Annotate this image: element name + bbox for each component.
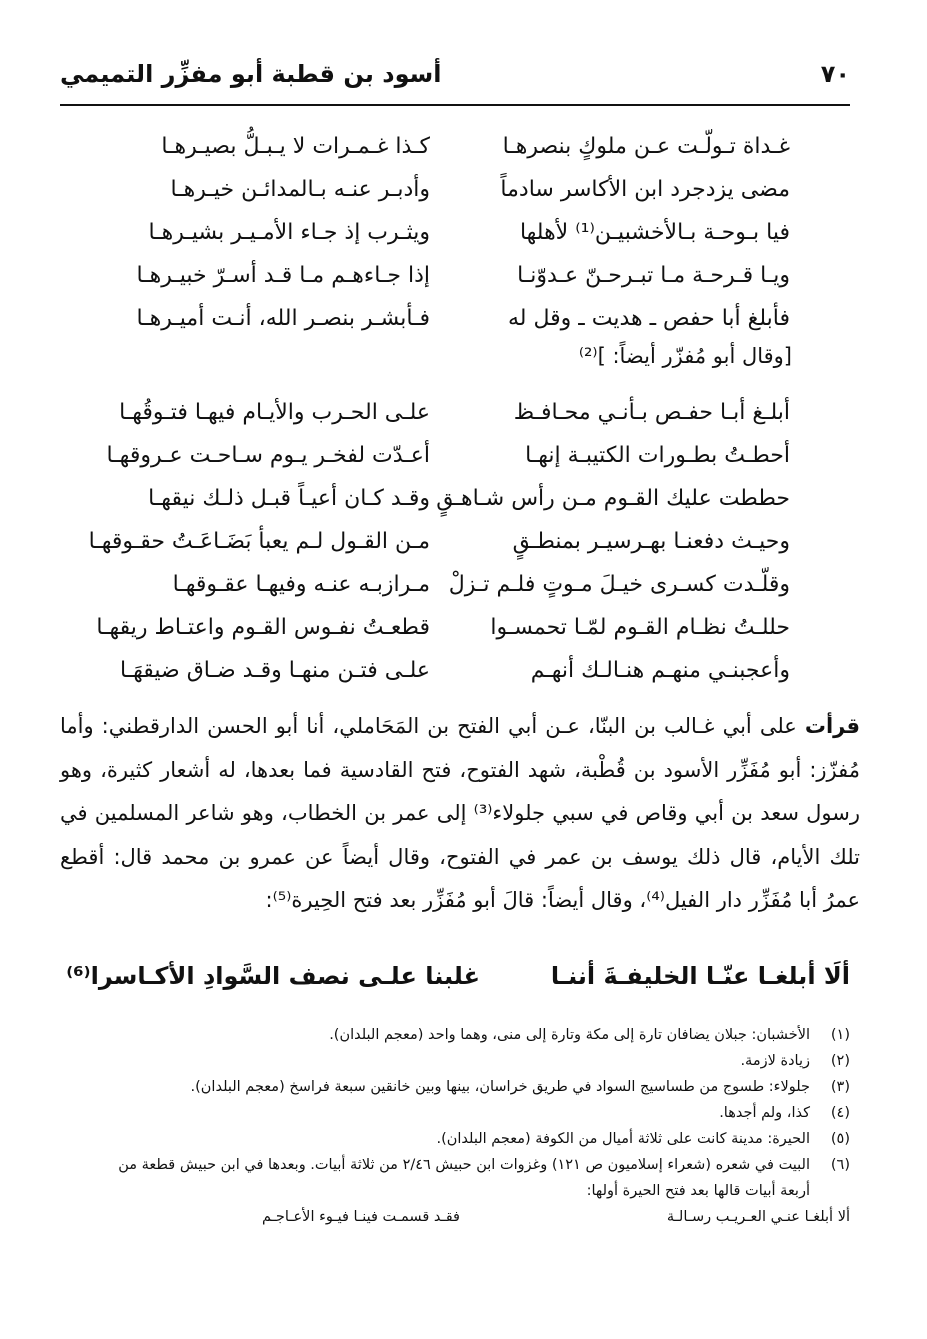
verse-first-hemistich: ألَا أبلغـا عنّـا الخليفـةَ أننـا <box>550 962 850 990</box>
footnote <box>90 1126 850 1152</box>
verse-first-hemistich: فأبلغ أبا حفص ـ هديت ـ وقل له <box>508 306 790 331</box>
verse <box>130 300 790 343</box>
footnote-text: جلولاء: طسوج من طساسيج السواد في طريق خراسان، بينها وبين خانقين سبعة فراسخ (معجم البلدان). <box>190 1079 810 1095</box>
poem-one <box>130 128 790 343</box>
poem-two <box>88 394 790 695</box>
verse-second-hemistich: فقـد قسمـت فينـا فيـوء الأعـاجـم <box>262 1209 460 1225</box>
verse-first-hemistich: غـداة تـولّـت عـن ملوكٍ بنصرهـا <box>502 134 790 159</box>
verse <box>130 480 790 523</box>
verse-second-hemistich: ويثـرب إذ جـاء الأمـيـر بشيـرهـا <box>148 220 430 245</box>
verse-first-hemistich: وقلّـدت كسـرى خيـلَ مـوتٍ فلـم تـزلْ <box>448 572 790 597</box>
verse-first-hemistich: حللـتُ نظـام القـوم لمّـا تحمسـوا <box>490 615 790 640</box>
verse <box>88 523 790 566</box>
verse-second-hemistich: إذا جـاءهـم مـا قـد أسـرّ خبيـرهـا <box>136 263 430 288</box>
verse-second-hemistich: مـرازبـه عنـه وفيهـا عقـوقهـا <box>172 572 430 597</box>
footnote-text: الحيرة: مدينة كانت على ثلاثة أميال من الكوفة (معجم البلدان). <box>436 1131 810 1147</box>
verse-second-hemistich: كـذا غـمـرات لا يـبـلُّ بصيـرهـا <box>161 134 430 159</box>
verse-first-hemistich: أحطـتُ بطـورات الكتيبـة إنهـا <box>525 443 790 468</box>
poem-intro: [وقال أبو مُفزّر أيضاً: ]⁽²⁾ <box>578 344 792 368</box>
footnote <box>90 1100 850 1126</box>
verse-first-hemistich: ويـا قـرحـة مـا تبـرحـنّ عـدوّنـا <box>517 263 790 288</box>
footnotes <box>90 1022 850 1232</box>
footnote-number: (١) <box>830 1027 850 1043</box>
footnote <box>90 1022 850 1048</box>
verse <box>130 214 790 257</box>
verse-first-hemistich: ألا أبلغـا عنـي العـريـب رسـالـة <box>666 1209 850 1225</box>
footnote-number: (٥) <box>830 1131 850 1147</box>
verse-second-hemistich: فـأبشـر بنصـر الله، أنـت أميـرهـا <box>136 306 430 331</box>
verse-second-hemistich: أعـدّت لفخـر يـوم سـاحـت عـروقهـا <box>106 443 430 468</box>
verse-first-hemistich: وأعجبنـي منهـم هنـالـك أنهـم <box>530 658 790 683</box>
footnote <box>90 1152 850 1204</box>
verse-second-hemistich: علـى الحـرب والأيـام فيهـا فتـوقُهـا <box>119 400 430 425</box>
footnote <box>90 1074 850 1100</box>
verse-second-hemistich: وأدبـر عنـه بـالمدائـن خيـرهـا <box>170 177 430 202</box>
verse-second-hemistich: وقـد كـان أعيـاً قبـل ذلـك نيقهـا <box>148 486 430 511</box>
verse-second-hemistich: غلبنا علـى نصف السَّوادِ الأكـاسرا⁽⁶⁾ <box>66 962 480 990</box>
verse <box>130 128 790 171</box>
footnote-number: (٣) <box>830 1079 850 1095</box>
verse-first-hemistich: حططت عليك القـوم مـن رأس شـاهـقٍ <box>436 486 790 511</box>
closing-verse <box>60 958 850 1002</box>
footnote-verse <box>90 1204 850 1232</box>
page-number: ٧٠ <box>820 60 850 88</box>
footnote <box>90 1048 850 1074</box>
verse-second-hemistich: مـن القـول لـم يعبأ بَضَـاعَـتُ حقـوقهـا <box>88 529 430 554</box>
verse <box>96 609 790 652</box>
verse <box>120 652 790 695</box>
verse-second-hemistich: قطعـتُ نفـوس القـوم واعتـاط ريقهـا <box>96 615 430 640</box>
prose-text: على أبي غـالب بن البنّا، عـن أبي الفتح بن المَحَاملي، أنا أبو الحسن الدارقطني: وأما مُفزّز: أبو مُفَزِّر الأسود بن قُطْبة، شهد الفتوح، فتح القادسية فما بعدها، له أشعار كثيرة، وهو رسول سعد بن أبي وقاص في سبي جلولاء⁽³⁾ إلى عمر بن الخطاب، وهو شاعر المسلمين في تلك الأيام، قال ذلك يوسف بن عمر في الفتوح، وقال أيضاً عن عمرو بن محمد قال: أقطع عمرُ أبا مُفَزِّر دار الفيل⁽⁴⁾، وقال أيضاً: قالَ أبو مُفَزِّر بعد فتح الحِيرة⁽⁵⁾: <box>60 714 860 912</box>
footnote-text: زيادة لازمة. <box>740 1053 810 1069</box>
verse <box>119 394 790 437</box>
page-header <box>60 58 850 98</box>
verse <box>106 437 790 480</box>
header-rule <box>60 104 850 106</box>
verse <box>130 171 790 214</box>
footnote-text: الأخشبان: جبلان يضافان تارة إلى مكة وتارة إلى منى، وهما واحد (معجم البلدان). <box>329 1027 810 1043</box>
footnote-number: (٦) <box>830 1157 850 1173</box>
verse <box>130 257 790 300</box>
footnote-text: كذا، ولم أجدها. <box>719 1105 810 1121</box>
footnote-number: (٤) <box>830 1105 850 1121</box>
verse-first-hemistich: أبلـغ أبـا حفـص بـأنـي محـافـظ <box>513 400 790 425</box>
running-title: أسود بن قطبة أبو مفزِّر التميمي <box>60 60 442 88</box>
prose-lead-word: قرأت <box>804 714 860 738</box>
prose-paragraph <box>60 705 860 923</box>
verse <box>130 566 790 609</box>
verse-first-hemistich: وحيـث دفعنـا بهـرسيـر بمنطـقٍ <box>512 529 790 554</box>
verse-first-hemistich: مضى يزدجرد ابن الأكاسر سادماً <box>500 177 790 202</box>
footnote-number: (٢) <box>830 1053 850 1069</box>
verse-first-hemistich: فيا بـوحـة بـالأخشبيـن⁽¹⁾ لأهلها <box>519 220 790 245</box>
footnote-text: البيت في شعره (شعراء إسلاميون ص ١٢١) وغزوات ابن حبيش ٢/٤٦ من ثلاثة أبيات. وبعدها في ابن حبيش قطعة من أربعة أبيات قالها بعد فتح الحيرة أولها: <box>118 1157 810 1199</box>
verse-second-hemistich: علـى فتـن منهـا وقـد ضـاق ضيقهَـا <box>120 658 430 683</box>
